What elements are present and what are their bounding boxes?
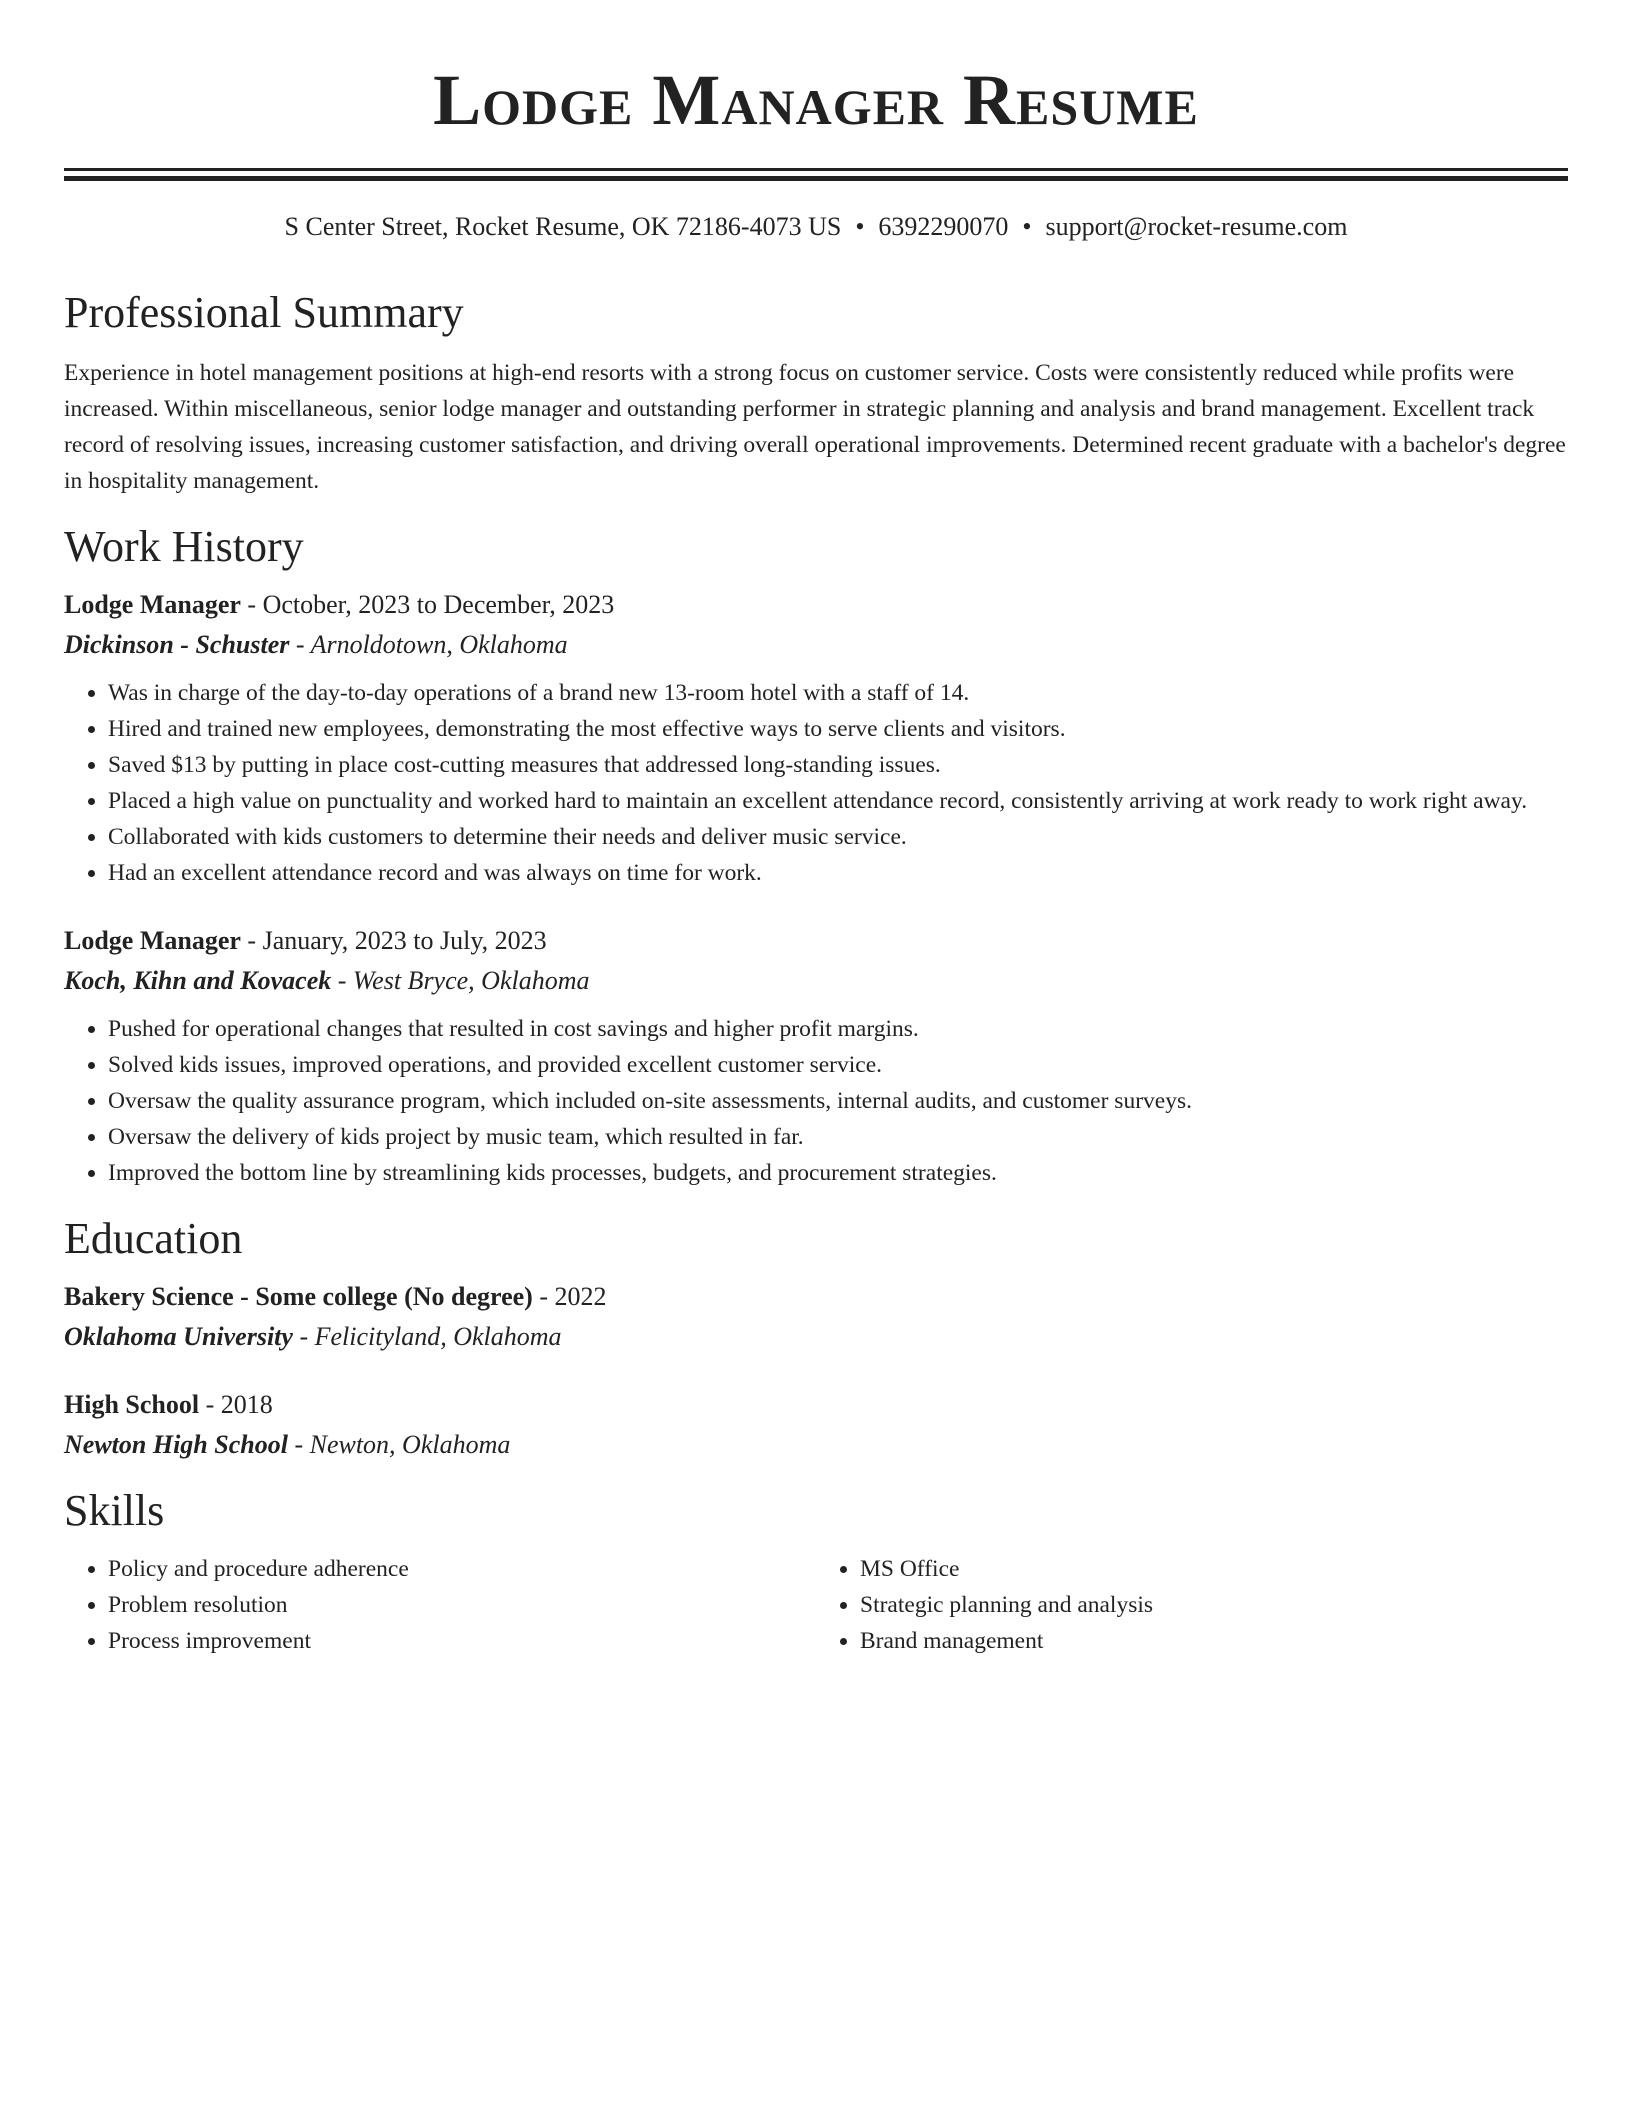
skills-columns [64,1551,1568,1659]
education-school-line [64,1427,1568,1463]
job-entry [64,587,1568,891]
list-item: • Problem resolution [108,1587,816,1623]
job-title: Lodge Manager [64,926,241,955]
summary-heading: Professional Summary [64,288,464,337]
job-company: Koch, Kihn and Kovacek [64,966,332,995]
skills-list-left [64,1551,816,1659]
list-item: • MS Office [860,1551,1568,1587]
job-duties-list [64,1011,1568,1191]
contact-separator: • [855,212,865,241]
contact-separator: • [1022,212,1032,241]
list-item: • Saved $13 by putting in place cost-cutting measures that addressed long-standing issues. [108,747,1568,783]
list-item: • Had an excellent attendance record and was always on time for work. [108,855,1568,891]
contact-phone: 6392290070 [878,212,1009,241]
job-company: Dickinson - Schuster [64,630,290,659]
contact-address: S Center Street, Rocket Resume, OK 72186-4073 US [284,212,842,241]
job-header [64,587,1568,623]
education-degree: High School [64,1390,200,1419]
contact-line [64,211,1568,243]
education-heading: Education [64,1214,243,1263]
education-location: - Felicityland, Oklahoma [292,1322,562,1351]
list-item: • Policy and procedure adherence [108,1551,816,1587]
education-entry [64,1279,1568,1355]
list-item: • Oversaw the quality assurance program, which included on-site assessments, internal audits, and customer surveys. [108,1083,1568,1119]
education-school: Oklahoma University [64,1322,293,1351]
job-employer [64,627,1568,663]
job-entry [64,923,1568,1191]
education-header [64,1279,1568,1315]
list-item: • Hired and trained new employees, demonstrating the most effective ways to serve clients and visitors. [108,711,1568,747]
skills-heading: Skills [64,1486,165,1535]
job-duties-list [64,675,1568,891]
job-title: Lodge Manager [64,590,241,619]
education-year: - 2018 [199,1390,273,1419]
education-year: - 2022 [532,1282,607,1311]
list-item: • Pushed for operational changes that resulted in cost savings and higher profit margins. [108,1011,1568,1047]
education-degree: Bakery Science - Some college (No degree) [64,1282,533,1311]
work-history-heading: Work History [64,522,304,571]
education-header [64,1387,1568,1423]
list-item: • Solved kids issues, improved operations, and provided excellent customer service. [108,1047,1568,1083]
education-entry [64,1387,1568,1463]
list-item: • Was in charge of the day-to-day operations of a brand new 13-room hotel with a staff of 14. [108,675,1568,711]
list-item: • Improved the bottom line by streamlining kids processes, budgets, and procurement strategies. [108,1155,1568,1191]
skills-list-right [816,1551,1568,1659]
job-header [64,923,1568,959]
education-school: Newton High School [64,1430,288,1459]
job-employer [64,963,1568,999]
education-location: - Newton, Oklahoma [287,1430,511,1459]
list-item: • Oversaw the delivery of kids project by music team, which resulted in far. [108,1119,1568,1155]
job-location: - West Bryce, Oklahoma [331,966,590,995]
list-item: • Process improvement [108,1623,816,1659]
job-dates: - October, 2023 to December, 2023 [240,590,615,619]
list-item: • Strategic planning and analysis [860,1587,1568,1623]
list-item: • Placed a high value on punctuality and worked hard to maintain an excellent attendance record, consistently arriving at work ready to work right away. [108,783,1568,819]
list-item: • Brand management [860,1623,1568,1659]
summary-text: Experience in hotel management positions at high-end resorts with a strong focus on customer service. Costs were consistently reduced while profits were increased. Within miscellaneous, senior lodge manager and outstanding performer in strategic planning and analysis and brand management. Excellent track record of resolving issues, increasing customer satisfaction, and driving overall operational improvements. Determined recent graduate with a bachelor's degree in hospitality management. [64,360,1566,494]
list-item: • Collaborated with kids customers to determine their needs and deliver music service. [108,819,1568,855]
title-divider [64,168,1568,181]
job-dates: - January, 2023 to July, 2023 [240,926,547,955]
contact-email: support@rocket-resume.com [1045,212,1348,241]
education-school-line [64,1319,1568,1355]
page-title: Lodge Manager Resume [433,60,1199,140]
job-location: - Arnoldotown, Oklahoma [289,630,568,659]
